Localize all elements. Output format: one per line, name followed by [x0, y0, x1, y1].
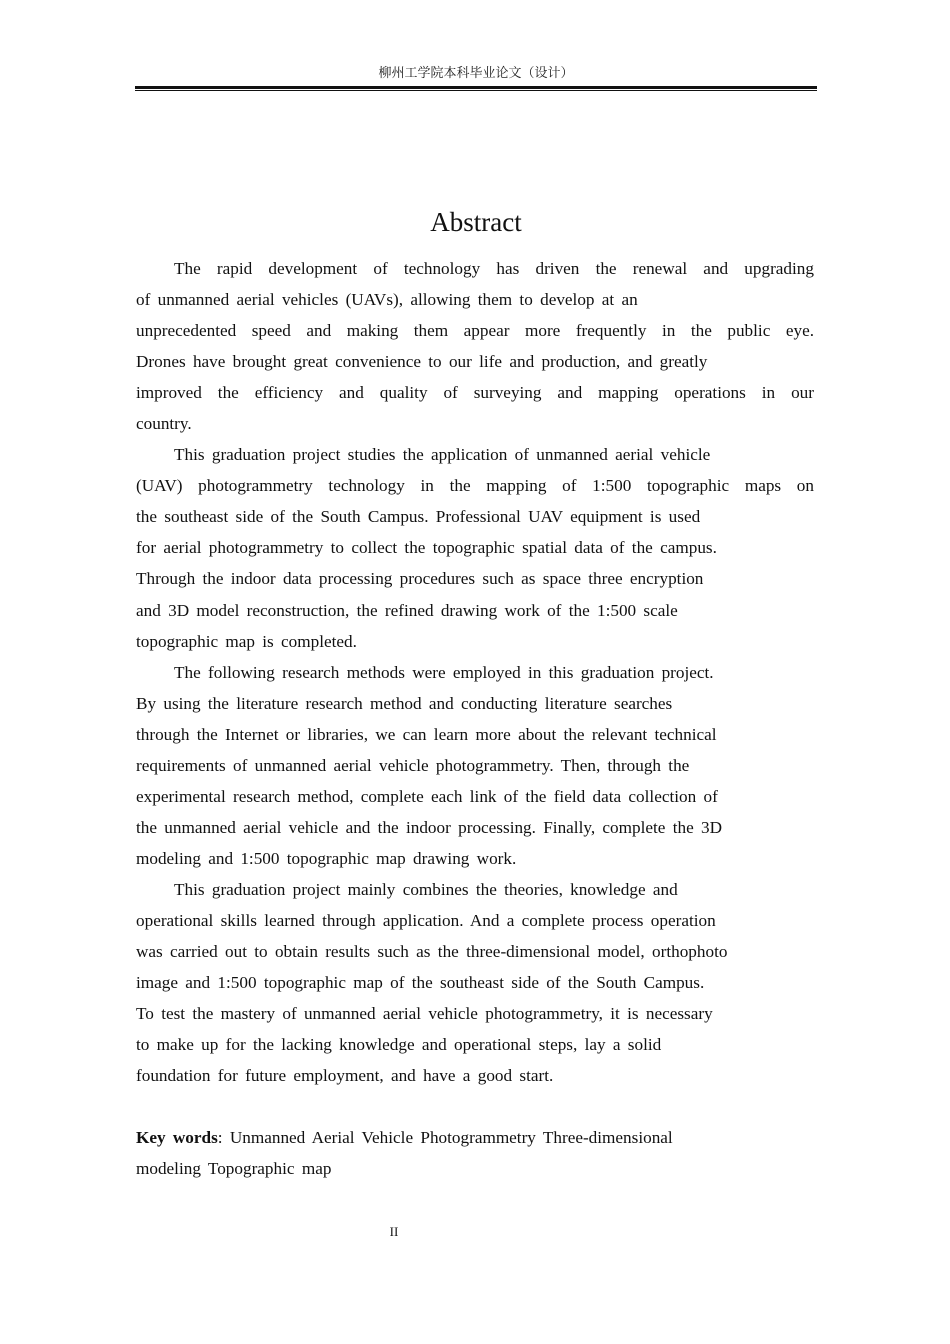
text-line: Through the indoor data processing procedures such as space three encryption: [136, 569, 704, 589]
text-line: country.: [136, 414, 192, 434]
header-rule: [135, 86, 817, 89]
text-line: the unmanned aerial vehicle and the indoor processing. Finally, complete the 3D: [136, 817, 723, 837]
text-line: By using the literature research method and conducting literature searches: [136, 693, 673, 713]
text-line: requirements of unmanned aerial vehicle photogrammetry. Then, through the: [136, 755, 690, 775]
text-line: The following research methods were employed in this graduation project.: [174, 662, 714, 682]
text-line: was carried out to obtain results such as the three-dimensional model, orthophoto: [136, 942, 728, 962]
text-line: (UAV) photogrammetry technology in the mapping of 1:500 topographic maps on: [136, 476, 814, 496]
text-line: for aerial photogrammetry to collect the topographic spatial data of the campus.: [136, 538, 717, 558]
text-line: image and 1:500 topographic map of the southeast side of the South Campus.: [136, 973, 705, 993]
running-header: 柳州工学院本科毕业论文（设计）: [378, 66, 574, 81]
abstract-title: Abstract: [430, 207, 522, 237]
text-line: This graduation project mainly combines the theories, knowledge and: [174, 879, 678, 899]
text-line: improved the efficiency and quality of surveying and mapping operations in our: [136, 383, 814, 403]
text-line: of unmanned aerial vehicles (UAVs), allowing them to develop at an: [136, 290, 638, 310]
text-line: and 3D model reconstruction, the refined drawing work of the 1:500 scale: [136, 600, 678, 620]
keywords-text: Unmanned Aerial Vehicle Photogrammetry Three-dimensional: [222, 1128, 673, 1148]
page-number: II: [389, 1224, 399, 1239]
text-line: unprecedented speed and making them appear more frequently in the public eye.: [136, 321, 814, 341]
paragraph-spacer: [136, 1091, 814, 1122]
text-line: through the Internet or libraries, we can learn more about the relevant technical: [136, 724, 717, 744]
header-rule-thin: [135, 90, 817, 91]
text-line: modeling and 1:500 topographic map drawing work.: [136, 848, 517, 868]
abstract-body: [136, 253, 814, 1184]
keywords-separator: :: [217, 1128, 223, 1148]
keywords-label: Key words: [136, 1128, 218, 1148]
text-line: Drones have brought great convenience to our life and production, and greatly: [136, 352, 708, 372]
text-line: topographic map is completed.: [136, 631, 357, 651]
text-line: operational skills learned through application. And a complete process operation: [136, 910, 716, 930]
text-line: experimental research method, complete each link of the field data collection of: [136, 786, 718, 806]
keywords-line-continued: modeling Topographic map: [136, 1159, 332, 1179]
text-line: foundation for future employment, and have a good start.: [136, 1066, 554, 1086]
text-line: to make up for the lacking knowledge and operational steps, lay a solid: [136, 1035, 662, 1055]
text-line: The rapid development of technology has driven the renewal and upgrading: [174, 259, 814, 278]
text-line: This graduation project studies the application of unmanned aerial vehicle: [174, 445, 711, 465]
text-line: the southeast side of the South Campus. Professional UAV equipment is used: [136, 507, 701, 527]
keywords-line: [136, 1122, 814, 1153]
text-line: To test the mastery of unmanned aerial vehicle photogrammetry, it is necessary: [136, 1004, 713, 1024]
